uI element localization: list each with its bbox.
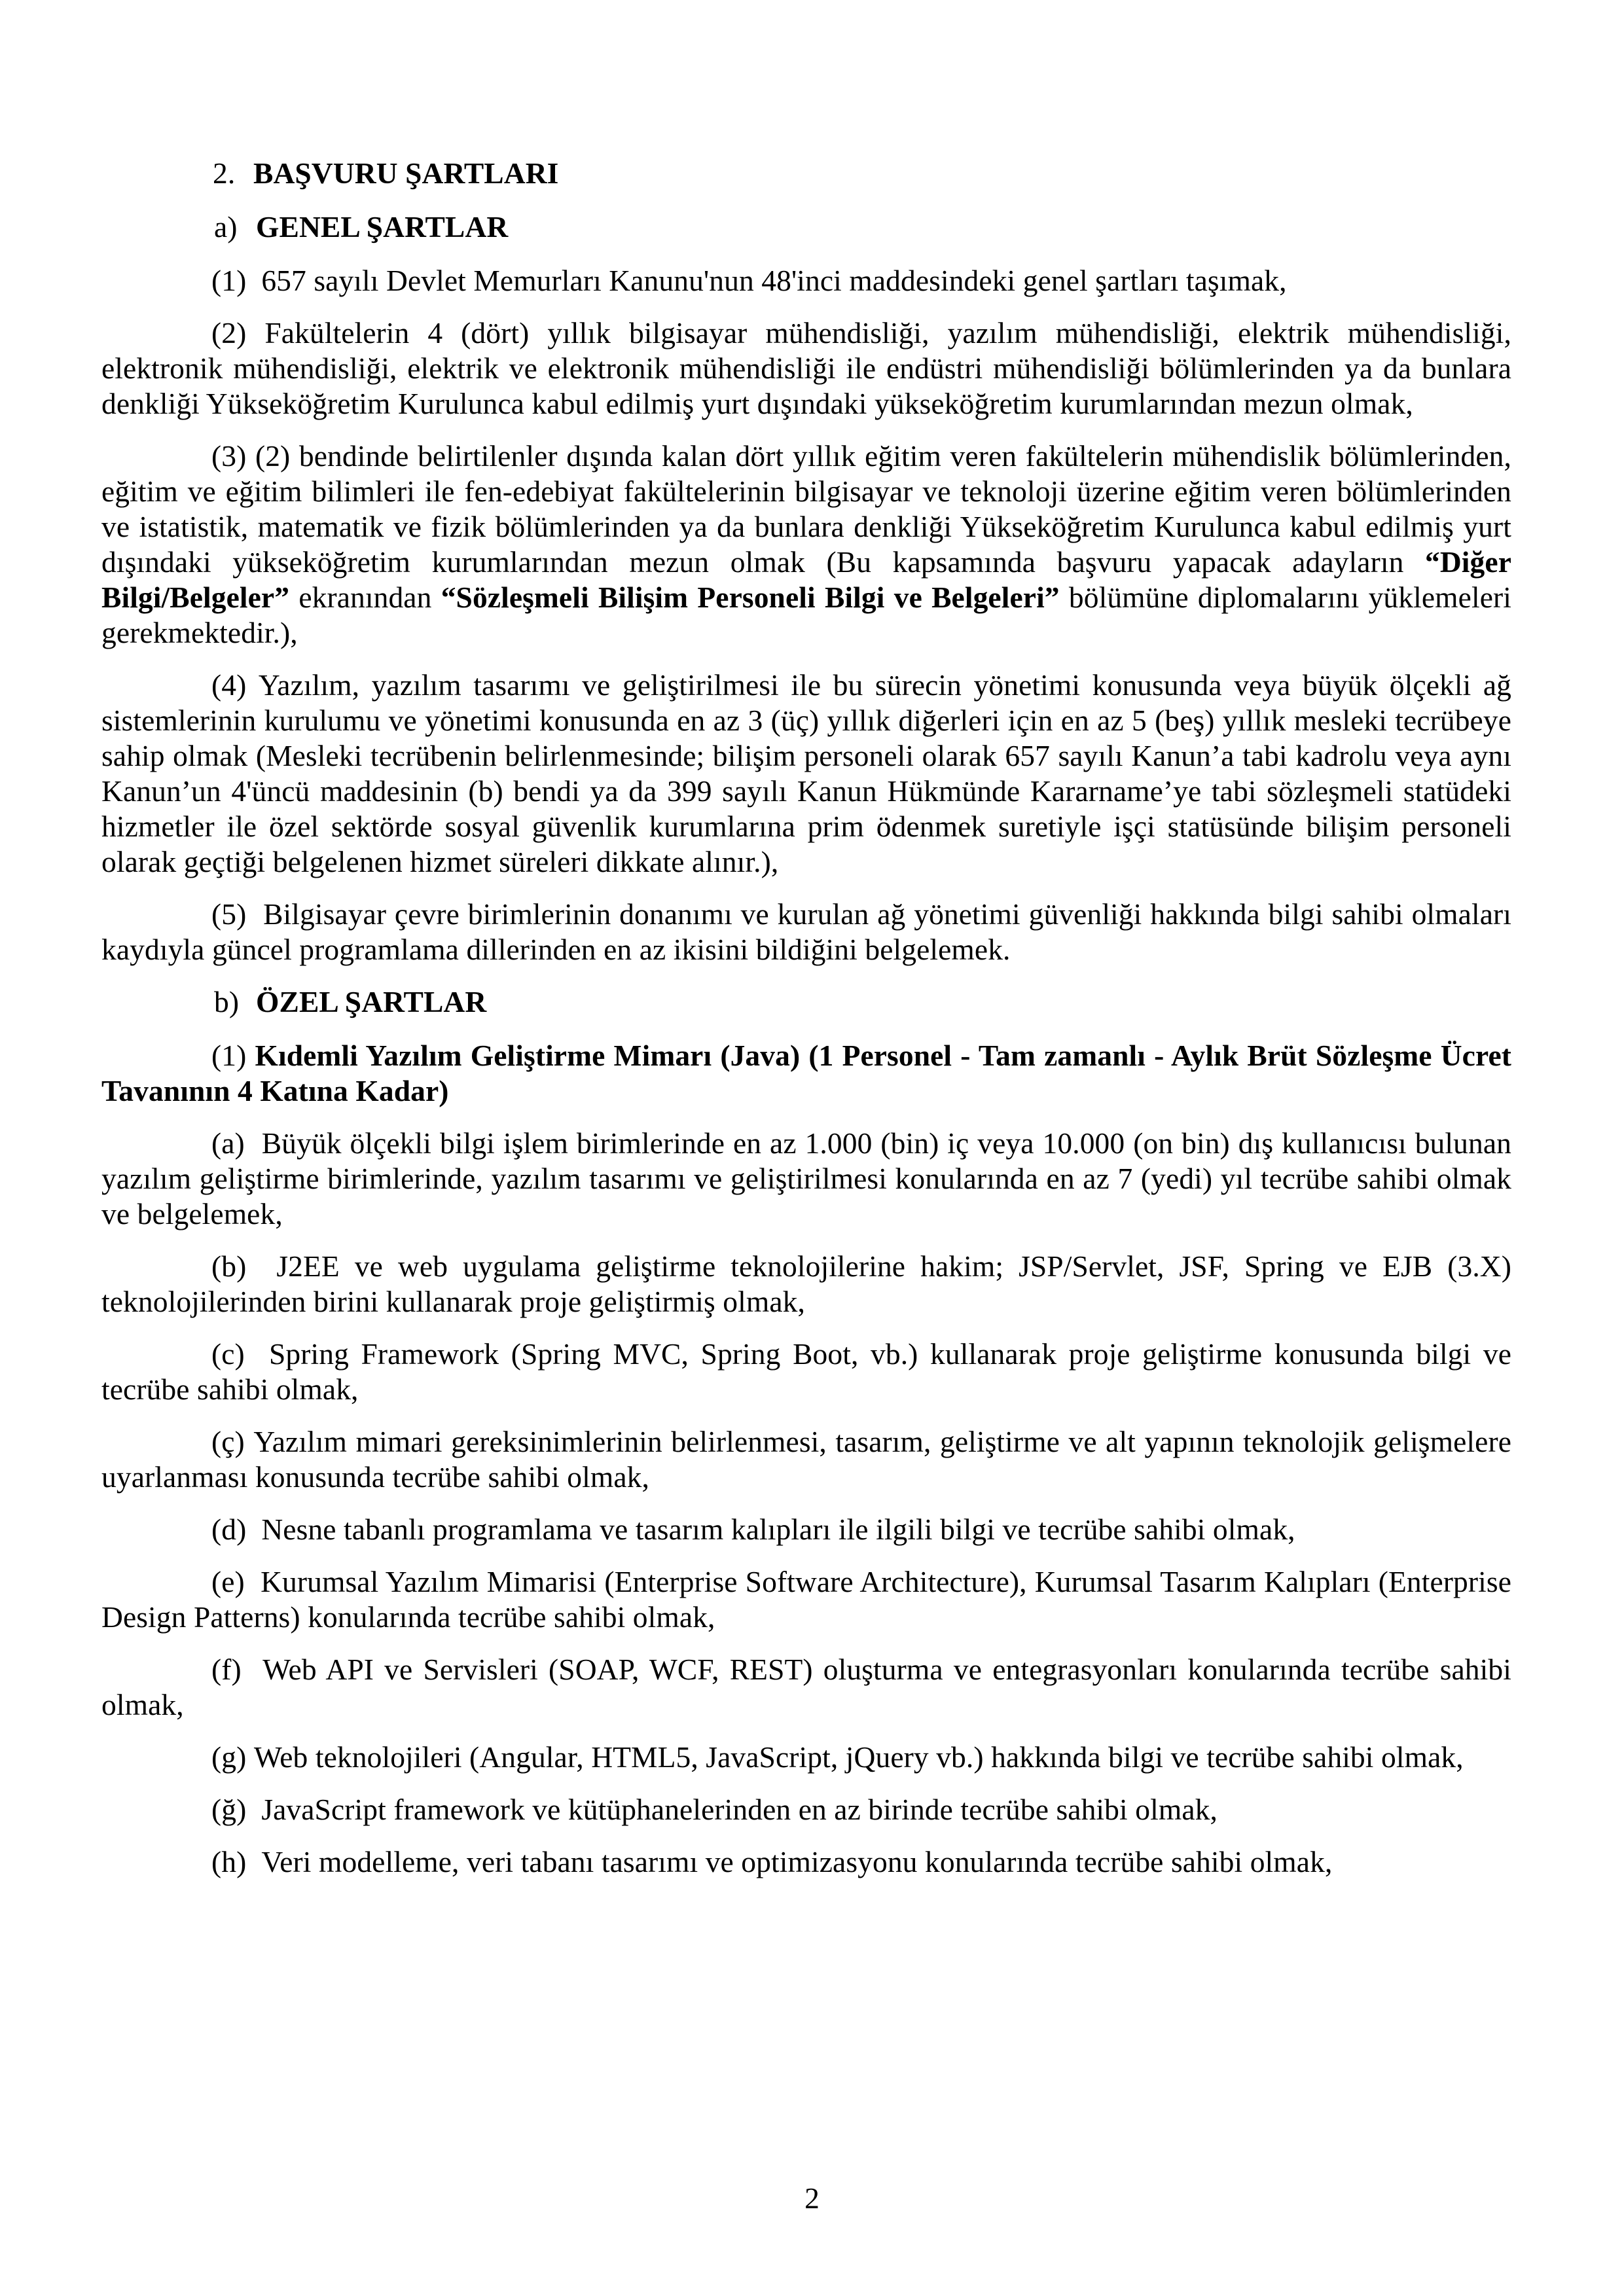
requirement-c — [101, 1336, 1511, 1407]
requirement-text-a: Büyük ölçekli bilgi işlem birimlerinde en az 1.000 (bin) iç veya 10.000 (on bin) dış kullanıcısı bulunan yazılım geliştirme birimlerinde, yazılım tasarımı ve geliştirilmesi konularında en az 7 (yedi) yıl tecrübe sahibi olmak ve belgelemek, — [101, 1126, 1511, 1230]
section-heading-basvuru-sartlari — [101, 156, 1511, 191]
clause-marker-a1: (1) — [211, 264, 247, 297]
requirement-text-f: Web API ve Servisleri (SOAP, WCF, REST) oluşturma ve entegrasyonları konularında tecrübe sahibi olmak, — [101, 1653, 1511, 1721]
requirement-g — [101, 1740, 1511, 1775]
subsection-heading-genel-sartlar — [101, 209, 1511, 245]
clause-a3 — [101, 439, 1511, 651]
page-number: 2 — [804, 2181, 820, 2215]
requirement-e — [101, 1564, 1511, 1635]
requirement-f — [101, 1652, 1511, 1723]
clause-text-a1: 657 sayılı Devlet Memurları Kanunu'nun 48'inci maddesindeki genel şartları taşımak, — [261, 264, 1287, 297]
clause-a3-bold-diger-bilgi-belgeler: “Diğer Bilgi/Belgeler” — [101, 545, 1511, 614]
subsection-marker-a: a) — [214, 210, 238, 243]
clause-a5 — [101, 897, 1511, 967]
clause-text-a2: Fakültelerin 4 (dört) yıllık bilgisayar mühendisliği, yazılım mühendisliği, elektrik mühendisliği, elektronik mühendisliği, elektrik ve elektronik mühendisliği ile endüstri mühendisliği bölümlerinden ya da bunlara denkliği Yükseköğretim Kurulunca kabul edilmiş yurt dışındaki yükseköğretim kurumlarından mezun olmak, — [101, 316, 1511, 420]
requirement-marker-g-breve: (ğ) — [211, 1793, 247, 1826]
subsection-heading-ozel-sartlar — [101, 984, 1511, 1020]
clause-text-a4: Yazılım, yazılım tasarımı ve geliştirilmesi ile bu sürecin yönetimi konusunda veya büyük ölçekli ağ sistemlerinin kurulumu ve yönetimi konusunda en az 3 (üç) yıllık diğerleri için en az 5 (beş) yıllık mesleki tecrübeye sahip olmak (Mesleki tecrübenin belirlenmesinde; bilişim personeli olarak 657 sayılı Kanun’a tabi kadrolu veya aynı Kanun’un 4'üncü maddesinin (b) bendi ya da 399 sayılı Kanun Hükmünde Kararname’ye tabi sözleşmeli statüdeki hizmetler ile özel sektörde sosyal güvenlik kurumlarına prim ödenmek suretiyle işçi statüsünde bilişim personeli olarak geçtiği belgelenen hizmet süreleri dikkate alınır.), — [101, 668, 1511, 878]
requirement-a — [101, 1126, 1511, 1232]
clause-marker-a3: (3) — [211, 439, 247, 473]
requirement-marker-d: (d) — [211, 1513, 247, 1546]
requirement-marker-e: (e) — [211, 1565, 245, 1598]
position-heading-marker: (1) — [211, 1039, 247, 1072]
section-title: BAŞVURU ŞARTLARI — [253, 156, 559, 190]
clause-a2 — [101, 315, 1511, 422]
clause-a4 — [101, 668, 1511, 880]
requirement-marker-b: (b) — [211, 1249, 247, 1283]
requirement-marker-h: (h) — [211, 1845, 247, 1878]
requirement-marker-a: (a) — [211, 1126, 245, 1160]
subsection-marker-b: b) — [214, 985, 240, 1018]
requirement-text-b: J2EE ve web uygulama geliştirme teknolojilerine hakim; JSP/Servlet, JSF, Spring ve EJB (3.X) teknolojilerinden birini kullanarak proje geliştirmiş olmak, — [101, 1249, 1511, 1318]
requirement-g-breve — [101, 1792, 1511, 1827]
requirement-marker-f: (f) — [211, 1653, 242, 1686]
requirement-text-d: Nesne tabanlı programlama ve tasarım kalıpları ile ilgili bilgi ve tecrübe sahibi olmak, — [261, 1513, 1295, 1546]
clause-marker-a5: (5) — [211, 897, 247, 931]
requirement-h — [101, 1844, 1511, 1880]
requirement-text-g: Web teknolojileri (Angular, HTML5, JavaScript, jQuery vb.) hakkında bilgi ve tecrübe sahibi olmak, — [253, 1740, 1464, 1774]
requirement-b — [101, 1249, 1511, 1319]
requirement-marker-c: (c) — [211, 1337, 245, 1371]
subsection-title-genel-sartlar: GENEL ŞARTLAR — [256, 210, 509, 243]
requirement-text-c: Spring Framework (Spring MVC, Spring Boot, vb.) kullanarak proje geliştirme konusunda bilgi ve tecrübe sahibi olmak, — [101, 1337, 1512, 1406]
subsection-title-ozel-sartlar: ÖZEL ŞARTLAR — [256, 985, 487, 1018]
position-heading-kidemli-yazilim-gelistirme-mimari — [101, 1038, 1511, 1109]
clause-text-a3-part3: bölümüne diplomalarını yüklemeleri gerekmektedir.), — [101, 581, 1511, 649]
document-body — [101, 156, 1511, 1880]
clause-text-a3-part2: ekranından — [289, 581, 441, 614]
requirement-marker-c-cedilla: (ç) — [211, 1425, 245, 1458]
clause-a1 — [101, 263, 1511, 298]
requirement-text-e: Kurumsal Yazılım Mimarisi (Enterprise Software Architecture), Kurumsal Tasarım Kalıpları (Enterprise Design Patterns) konularında tecrübe sahibi olmak, — [101, 1565, 1511, 1634]
requirement-text-h: Veri modelleme, veri tabanı tasarımı ve optimizasyonu konularında tecrübe sahibi olmak, — [261, 1845, 1333, 1878]
requirement-text-g-breve: JavaScript framework ve kütüphanelerinden en az birinde tecrübe sahibi olmak, — [261, 1793, 1218, 1826]
requirement-text-c-cedilla: Yazılım mimari gereksinimlerinin belirlenmesi, tasarım, geliştirme ve alt yapının teknolojik gelişmelere uyarlanması konusunda tecrübe sahibi olmak, — [101, 1425, 1511, 1494]
requirement-marker-g: (g) — [211, 1740, 247, 1774]
clause-text-a5: Bilgisayar çevre birimlerinin donanımı ve kurulan ağ yönetimi güvenliği hakkında bilgi sahibi olmaları kaydıyla güncel programlama dillerinden en az ikisini bildiğini belgelemek. — [101, 897, 1511, 966]
requirement-c-cedilla — [101, 1424, 1511, 1495]
position-heading-text: Kıdemli Yazılım Geliştirme Mimarı (Java) (1 Personel - Tam zamanlı - Aylık Brüt Sözleşme Ücret Tavanının 4 Katına Kadar) — [101, 1039, 1511, 1107]
clause-a3-bold-sozlesmeli-bilisim: “Sözleşmeli Bilişim Personeli Bilgi ve Belgeleri” — [441, 581, 1060, 614]
clause-marker-a4: (4) — [211, 668, 247, 702]
section-number: 2. — [213, 156, 236, 190]
requirement-d — [101, 1512, 1511, 1547]
clause-text-a3-part1: (2) bendinde belirtilenler dışında kalan dört yıllık eğitim veren fakültelerin mühendislik bölümlerinden, eğitim ve eğitim bilimleri ile fen-edebiyat fakültelerinin bilgisayar ve teknoloji üzerine eğitim veren bölümlerinden ve istatistik, matematik ve fizik bölümlerinden ya da bunlara denkliği Yükseköğretim Kurulunca kabul edilmiş yurt dışındaki yükseköğretim kurumlarından mezun olmak (Bu kapsamında başvuru yapacak adayların — [101, 439, 1511, 579]
clause-marker-a2: (2) — [211, 316, 247, 350]
